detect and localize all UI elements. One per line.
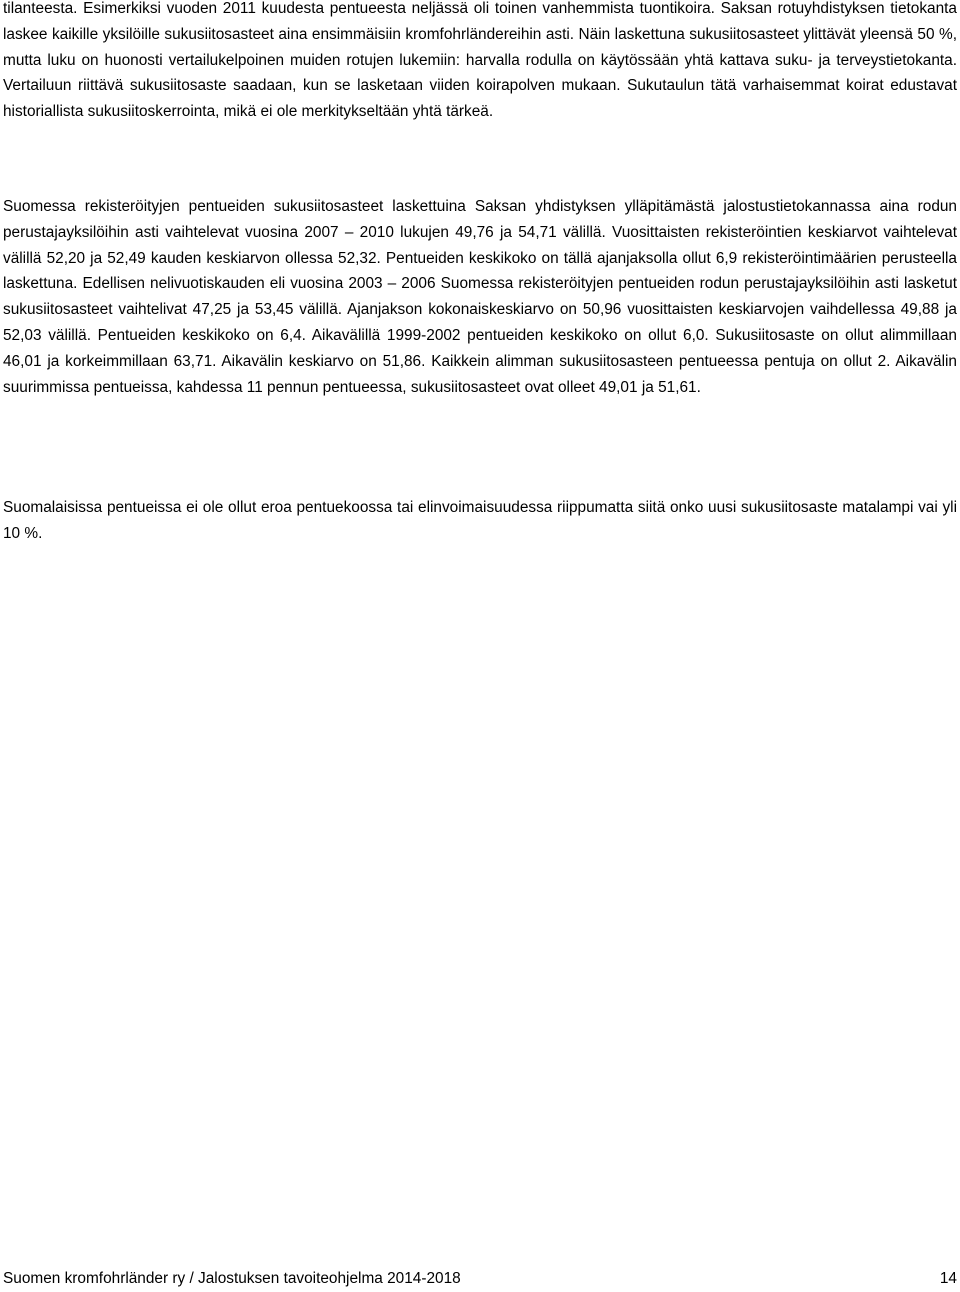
page-footer — [3, 1268, 957, 1290]
paragraph-inbreeding-calculation: tilanteesta. Esimerkiksi vuoden 2011 kuudesta pentueesta neljässä oli toinen vanhemmista tuontikoira. Saksan rotuyhdistyksen tietokanta laskee kaikille yksilöille sukusiitosasteet aina ensimmäisiin kromfohrländereihin asti. Näin laskettuna sukusiitosasteet ylittävät yleensä 50 %, mutta luku on huonosti vertailukelpoinen muiden rotujen lukemiin: harvalla rodulla on käytössään yhtä kattava suku- ja terveystietokanta. Vertailuun riittävä sukusiitosaste saadaan, kun se lasketaan viiden koirapolven mukaan. Sukutaulun tätä varhaisemmat koirat edustavat historiallista sukusiitoskerrointa, mikä ei ole merkitykseltään yhtä tärkeä. — [3, 0, 957, 121]
footer-title: Suomen kromfohrländer ry / Jalostuksen tavoiteohjelma 2014-2018 — [3, 1270, 461, 1287]
paragraph-litter-size-conclusion: Suomalaisissa pentueissa ei ole ollut eroa pentuekoossa tai elinvoimaisuudessa riippumatta siitä onko uusi sukusiitosaste matalampi vai yli 10 %. — [3, 499, 957, 542]
page-number: 14 — [939, 1270, 957, 1287]
paragraph-finnish-litters-statistics: Suomessa rekisteröityjen pentueiden sukusiitosasteet laskettuina Saksan yhdistyksen ylläpitämästä jalostustietokannassa aina rodun perustajayksilöihin asti vaihtelevat vuosina 2007 – 2010 lukujen 49,76 ja 54,71 välillä. Vuosittaisten rekisteröintien keskiarvot vaihtelevat välillä 52,20 ja 52,49 kauden keskiarvon ollessa 52,32. Pentueiden keskikoko on tällä ajanjaksolla ollut 6,9 rekisteröintimäärien perusteella laskettuna. Edellisen nelivuotiskauden eli vuosina 2003 – 2006 Suomessa rekisteröityjen pentueiden rodun perustajayksilöihin asti lasketut sukusiitosasteet vaihtelivat 47,25 ja 53,45 välillä. Ajanjakson kokonaiskeskiarvo on 50,96 vuosittaisten keskiarvojen vaihdellessa 49,88 ja 52,03 välillä. Pentueiden keskikoko on 6,4. Aikavälillä 1999-2002 pentueiden keskikoko on ollut 6,0. Sukusiitosaste on ollut alimmillaan 46,01 ja korkeimmillaan 63,71. Aikavälin keskiarvo on 51,86. Kaikkein alimman sukusiitosasteen pentueessa pentuja on ollut 2. Aikavälin suurimmissa pentueissa, kahdessa 11 pennun pentueessa, sukusiitosasteet ovat olleet 49,01 ja 51,61. — [3, 198, 957, 396]
